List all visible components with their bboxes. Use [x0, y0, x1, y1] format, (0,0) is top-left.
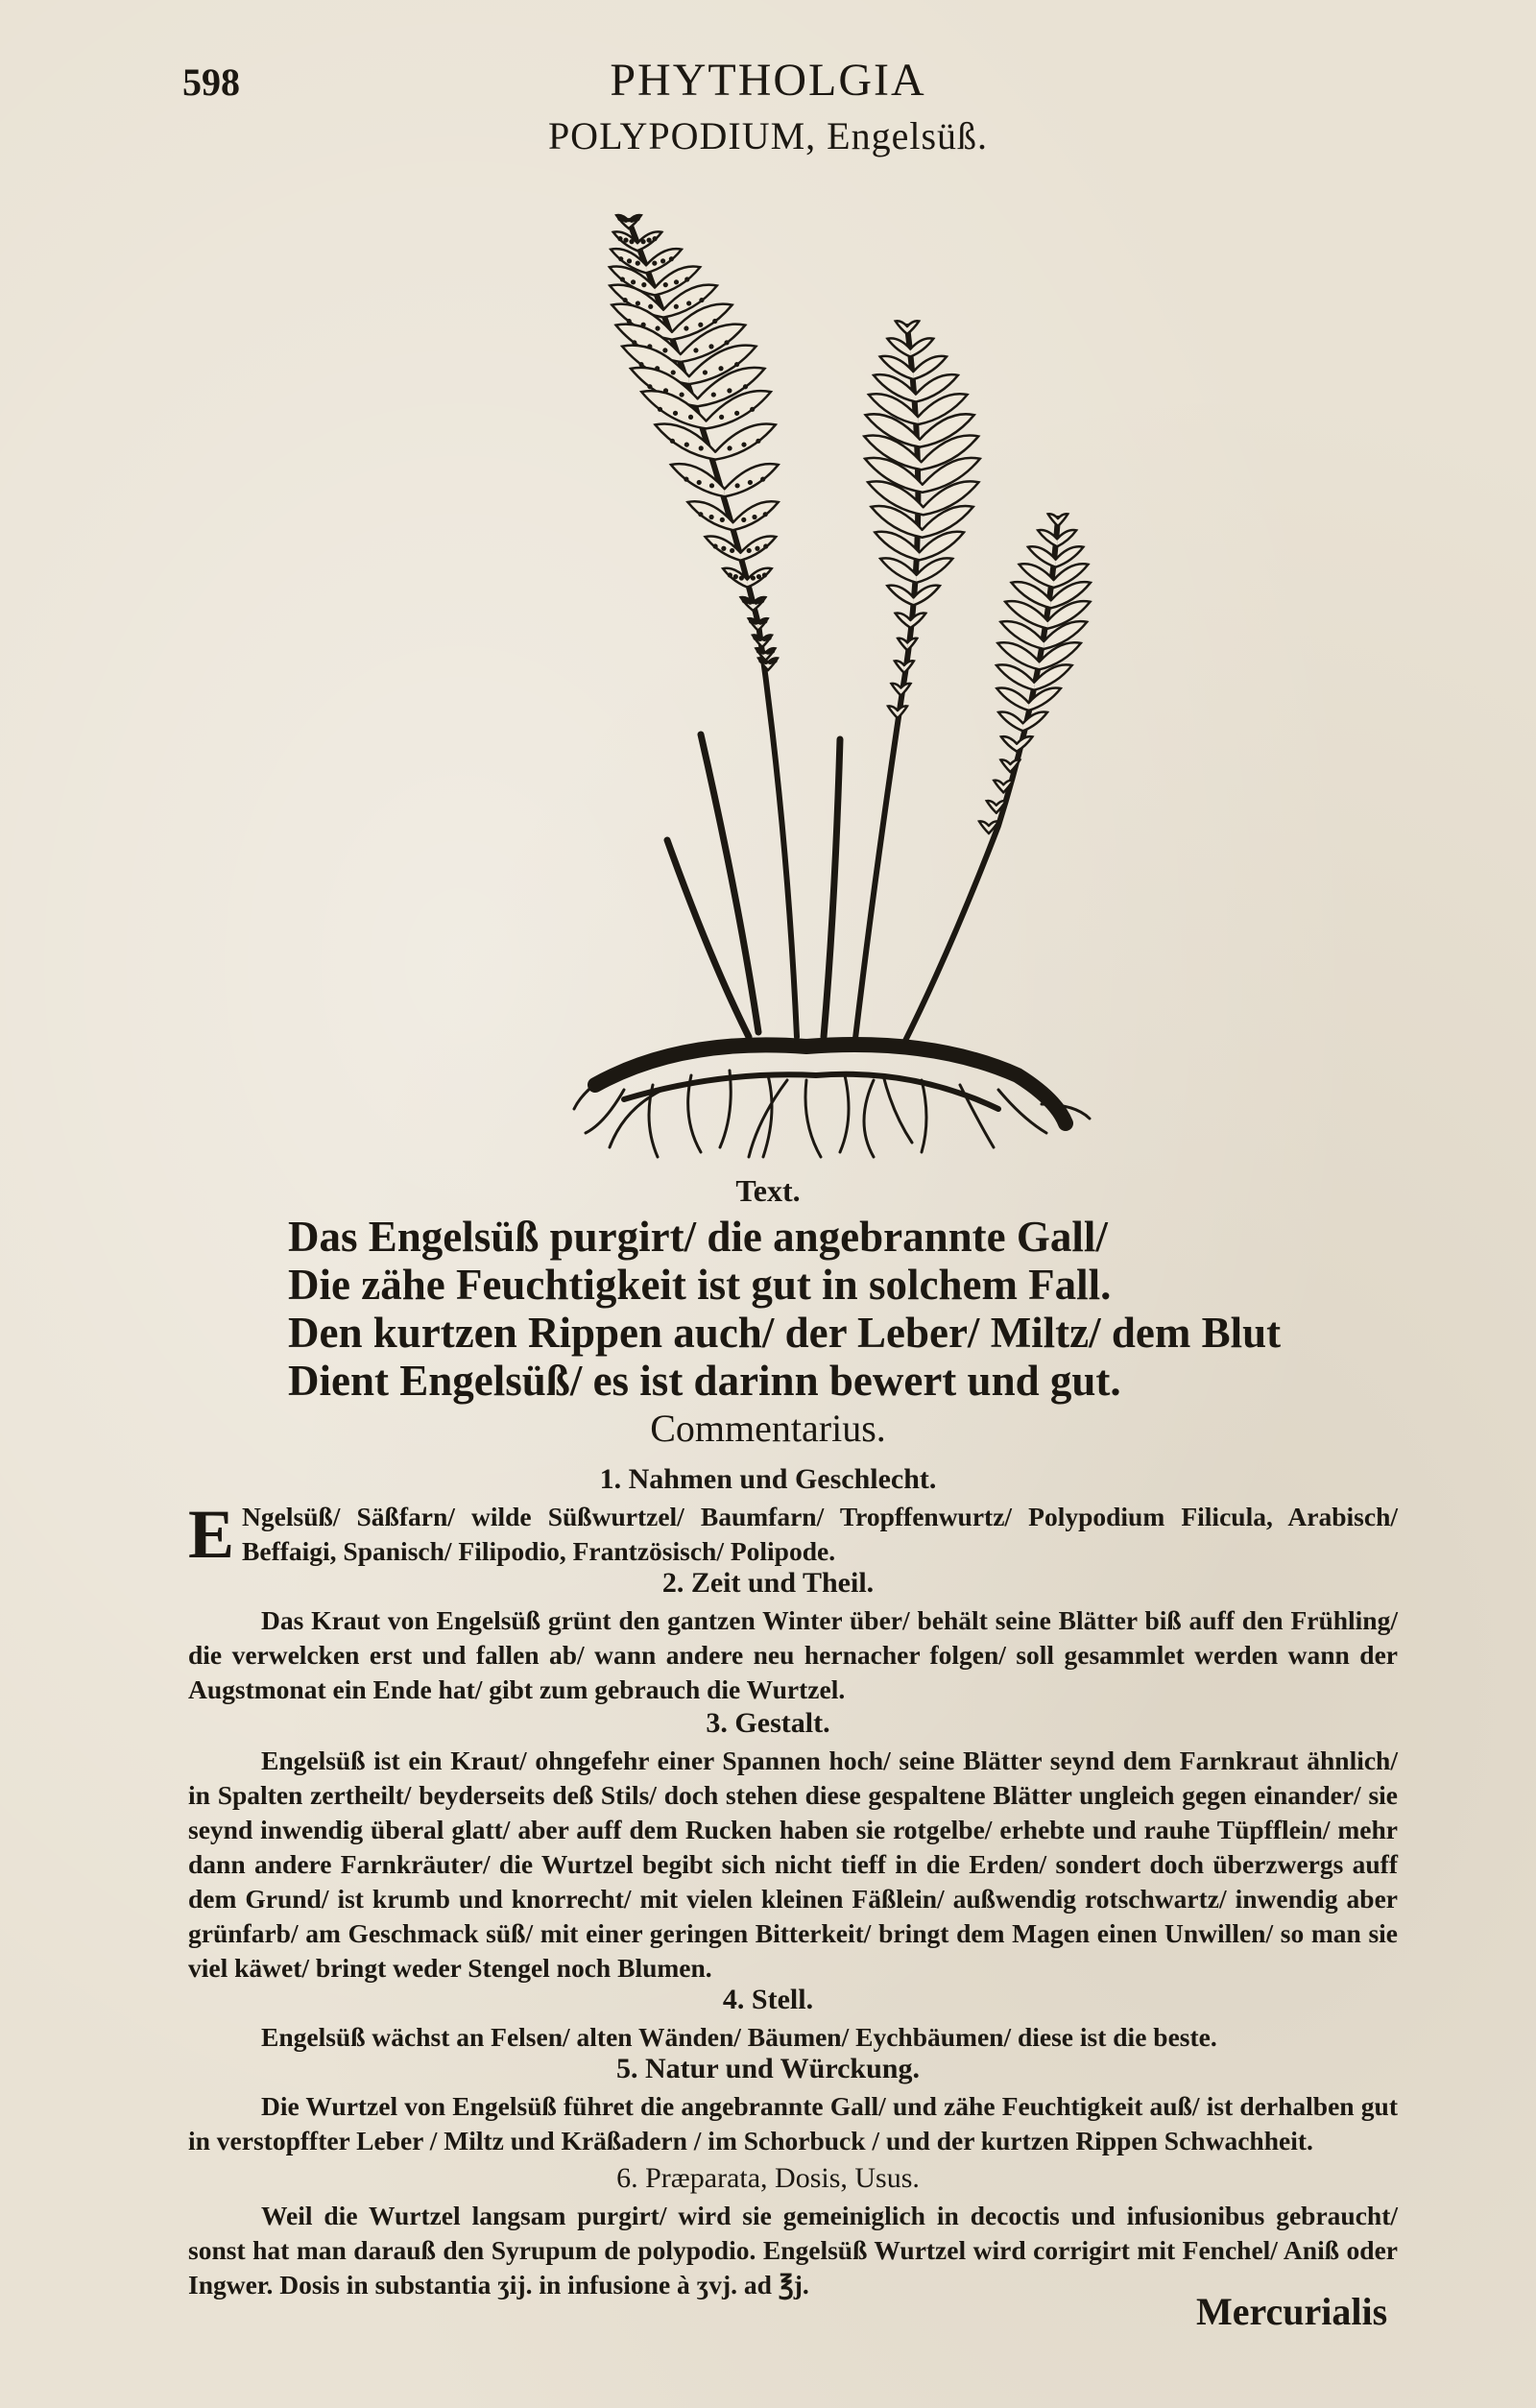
fern-woodcut-icon: [566, 211, 1104, 1162]
section-heading-5: 5. Natur und Würckung.: [616, 2053, 920, 2084]
page-number: 598: [182, 60, 240, 104]
section-heading-2: 2. Zeit und Theil.: [661, 1567, 875, 1599]
plate-title: POLYPODIUM, Engelsüß.: [547, 114, 989, 157]
section-heading-6: 6. Præparata, Dosis, Usus.: [616, 2162, 920, 2194]
section-body-1: Ngelsüß/ Säßfarn/ wilde Süßwurtzel/ Baumfarn/ Tropffenwurtz/ Polypodium Filicula, Arabisch/ Beffaigi, Spanisch/ Filipodio, Frantzösisch/ Polipode.: [242, 1502, 1398, 1566]
section-body-4: Engelsüß wächst an Felsen/ alten Wänden/ Bäumen/ Eychbäumen/ diese ist die beste.: [261, 2022, 1217, 2052]
section-heading-3: 3. Gestalt.: [706, 1707, 830, 1739]
commentarius-heading: Commentarius.: [650, 1407, 886, 1450]
section-text-5: [188, 2089, 1398, 2158]
section-text-2: [188, 1603, 1398, 1707]
section-body-2: Das Kraut von Engelsüß grünt den gantzen Winter über/ behält seine Blätter biß auff den Frühling/ die verwelcken erst und fallen ab/ wann andere neu hernacher folgen/ soll gesammlet werden wann der Augstmonat ein Ende hat/ gibt zum gebrauch die Wurtzel.: [188, 1605, 1398, 1704]
section-text-3: [188, 1744, 1398, 1986]
section-body-5: Die Wurtzel von Engelsüß führet die angebrannte Gall/ und zähe Feuchtigkeit auß/ ist derhalben gut in verstopffter Leber / Miltz und Kräßadern / im Schorbuck / und der kurtzen Rippen Schwachheit.: [188, 2091, 1398, 2155]
verse-line-2: Die zähe Feuchtigkeit ist gut in solchem Fall.: [288, 1261, 1112, 1309]
verse-line-4: Dient Engelsüß/ es ist darinn bewert und gut.: [288, 1357, 1121, 1405]
catchword: Mercurialis: [1196, 2290, 1388, 2333]
section-body-6: Weil die Wurtzel langsam purgirt/ wird sie gemeiniglich in decoctis und infusionibus gebraucht/ sonst hat man darauß den Syrupum de polypodio. Engelsüß Wurtzel wird corrigirt mit Fenchel/ Aniß oder Ingwer. Dosis in substantia ʒij. in infusione à ʒvj. ad ℥j.: [188, 2201, 1398, 2300]
section-text-6: [188, 2199, 1398, 2302]
section-heading-4: 4. Stell.: [722, 1984, 814, 2015]
verse-line-3: Den kurtzen Rippen auch/ der Leber/ Miltz/ dem Blut: [288, 1309, 1282, 1357]
running-title: PHYTHOLGIA: [610, 55, 926, 106]
verse-line-1: Das Engelsüß purgirt/ die angebrannte Gall/: [288, 1213, 1108, 1261]
text-heading: Text.: [735, 1173, 801, 1208]
dropcap: E: [188, 1496, 235, 1573]
section-text-1: [188, 1496, 1398, 1573]
section-heading-1: 1. Nahmen und Geschlecht.: [599, 1463, 937, 1495]
section-body-3: Engelsüß ist ein Kraut/ ohngefehr einer Spannen hoch/ seine Blätter seynd dem Farnkraut ähnlich/ in Spalten zertheilt/ beyderseits deß Stils/ doch stehen diese gespaltene Blätter ungleich gegen einander/ sie seynd inwendig überal glatt/ aber auff dem Rucken haben sie rotgelbe/ erhebte und rauhe Tüpfflein/ mehr dann andere Farnkräuter/ die Wurtzel begibt sich nicht tieff in die Erden/ sondert doch überzwergs auff dem Grund/ ist krumb und knorrecht/ mit vielen kleinen Fäßlein/ außwendig rotschwartz/ inwendig aber grünfarb/ am Geschmack süß/ mit einer geringen Bitterkeit/ bringt dem Magen einen Unwillen/ so man sie viel käwet/ bringt weder Stengel noch Blumen.: [188, 1746, 1398, 1983]
section-text-4: [188, 2020, 1398, 2055]
